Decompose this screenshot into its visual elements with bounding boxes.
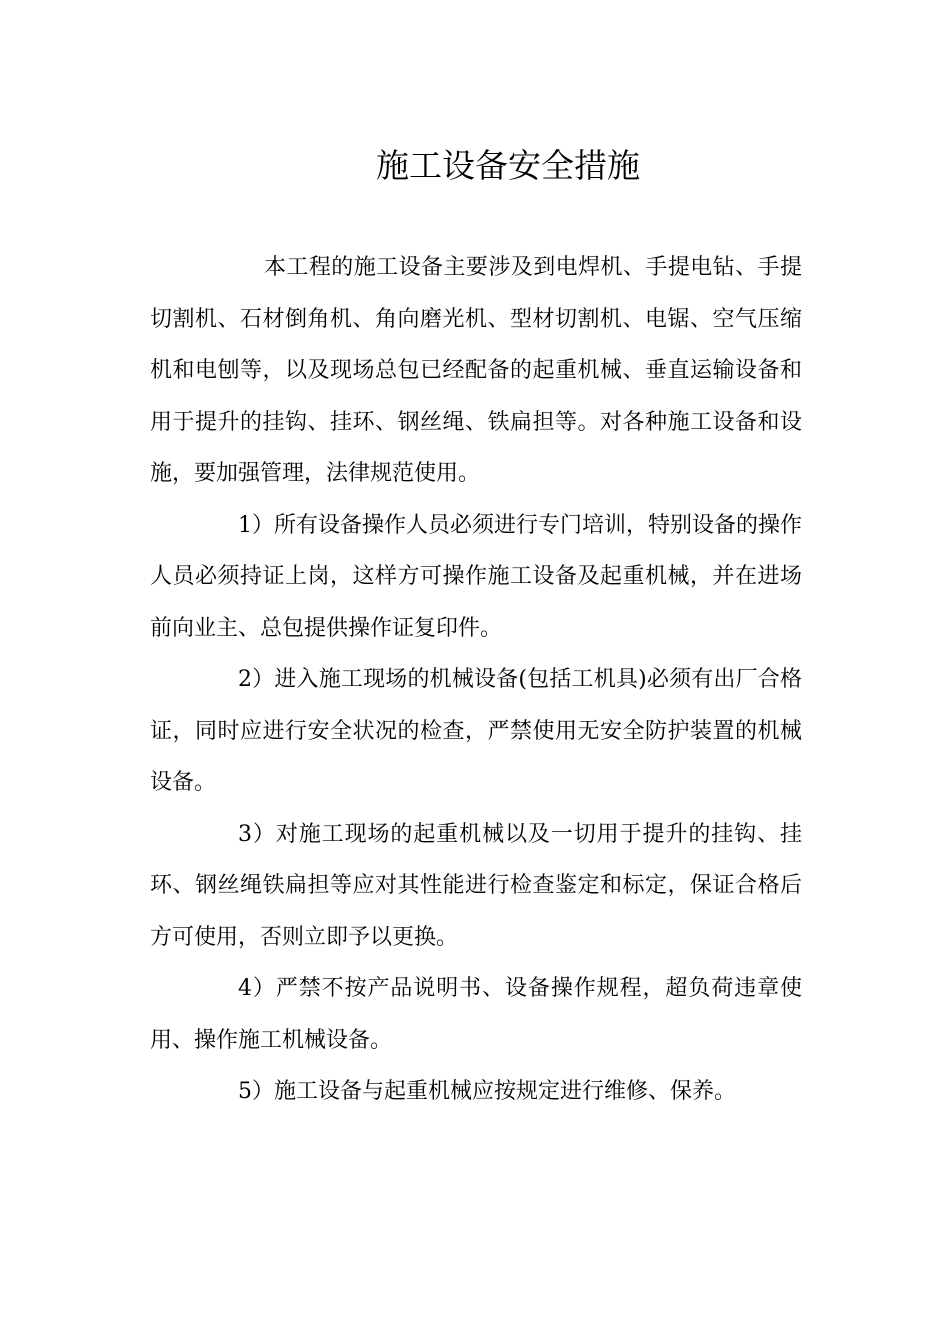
measure-paragraph-3: 3）对施工现场的起重机械以及一切用于提升的挂钩、挂环、钢丝绳铁扁担等应对其性能进行检查鉴定和标定，保证合格后方可使用，否则立即予以更换。 (150, 821, 802, 950)
measure-paragraph-4: 4）严禁不按产品说明书、设备操作规程，超负荷违章使用、操作施工机械设备。 (150, 976, 802, 1053)
measure-paragraph-1: 1）所有设备操作人员必须进行专门培训，特别设备的操作人员必须持证上岗，这样方可操作施工设备及起重机械，并在进场前向业主、总包提供操作证复印件。 (150, 512, 802, 641)
document-title: 施工设备安全措施 (376, 146, 640, 186)
document-body (150, 242, 802, 1118)
measure-paragraph-5: 5）施工设备与起重机械应按规定进行维修、保养。 (238, 1079, 736, 1104)
measure-paragraph-2: 2）进入施工现场的机械设备(包括工机具)必须有出厂合格证，同时应进行安全状况的检查，严禁使用无安全防护装置的机械设备。 (150, 667, 802, 795)
intro-paragraph: 本工程的施工设备主要涉及到电焊机、手提电钻、手提切割机、石材倒角机、角向磨光机、型材切割机、电锯、空气压缩机和电刨等，以及现场总包已经配备的起重机械、垂直运输设备和用于提升的挂钩、挂环、钢丝绳、铁扁担等。对各种施工设备和设施，要加强管理，法律规范使用。 (150, 255, 802, 486)
